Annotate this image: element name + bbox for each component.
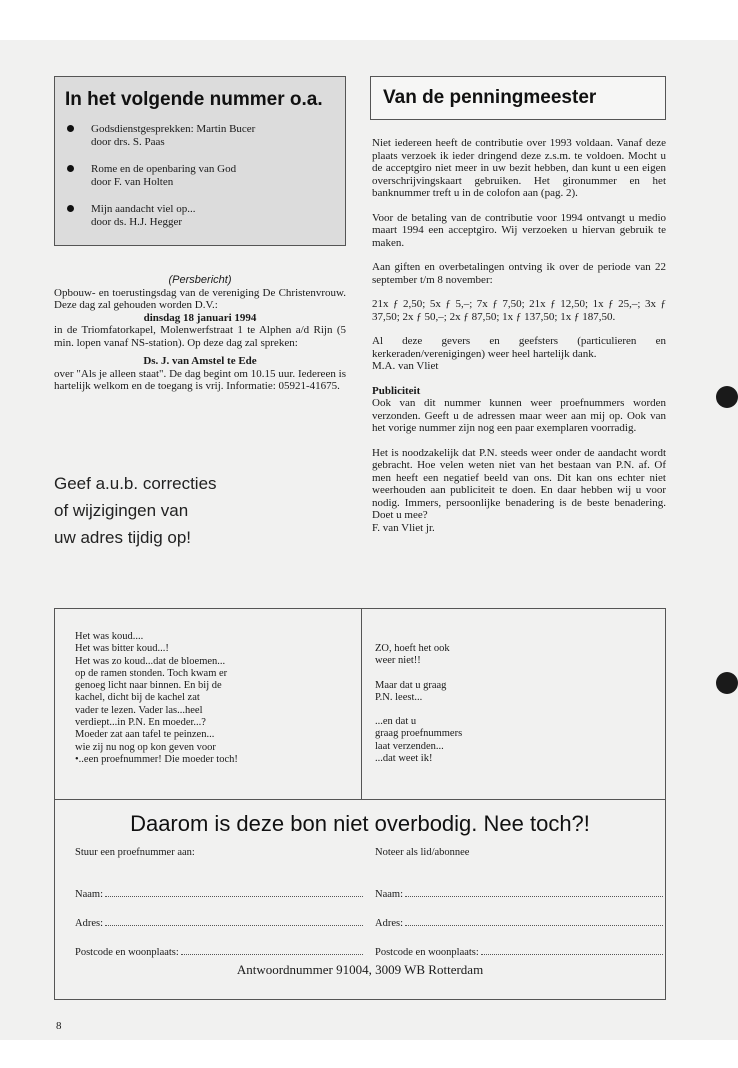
press-release-details: over "Als je alleen staat". De dag begint om 10.15 uur. Iedereen is hartelijk welkom en de toegang is vrij. Informatie: 05921-41675. [54, 367, 346, 392]
corrections-notice [54, 470, 314, 551]
poem-line: laat verzenden... [375, 740, 444, 752]
binder-hole-icon [716, 672, 738, 694]
poem-line: Het was zo koud...dat de bloemen... [75, 655, 226, 667]
item-author: door drs. S. Paas [91, 136, 165, 148]
postcode-field[interactable] [75, 929, 363, 958]
coupon-divider [361, 609, 362, 799]
sample-request-form [75, 847, 363, 958]
form-heading: Noteer als lid/abonnee [375, 847, 470, 858]
poem-right [375, 643, 645, 777]
membership-form [375, 847, 663, 958]
poem-line: Het was bitter koud...! [75, 643, 169, 655]
treasurer-paragraph: Niet iedereen heeft de contributie over 1993 voldaan. Vanaf deze plaats verzoek ik ieder dringend deze z.s.m. te voldoen. Mocht u de acceptgiro niet meer in uw bezit hebben, dan kunt u een eigen overschrijvingskaart gebruiken. Het gironummer en het banknummer treft u in de colofon aan (pag. 2). [372, 137, 666, 199]
item-title: Godsdienstgesprekken: Martin Bucer [91, 123, 256, 135]
postcode-input-line[interactable] [481, 953, 663, 955]
item-author: door F. van Holten [91, 176, 174, 188]
press-release-intro: Opbouw- en toerustingsdag van de vereniging De Christenvrouw. Deze dag zal gehouden worden D.V.: [54, 286, 346, 311]
poem-line: ...dat weet ik! [375, 753, 433, 765]
corrections-line: uw adres tijdig op! [54, 528, 192, 547]
page-number: 8 [56, 1020, 62, 1032]
poem-line: weer niet!! [375, 655, 421, 667]
list-item [65, 203, 335, 229]
corrections-line: Geef a.u.b. correcties [54, 474, 217, 493]
publicity-paragraph: Het is noodzakelijk dat P.N. steeds weer onder de aandacht wordt gebracht. Hoe velen weten niet van het bestaan van P.N. af. Of men heeft een negatief beeld van ons. Dit kan ons echter niet weerhouden aan publiciteit te doen. En daar hebben wij u voor nodig. Immers, persoonlijke benadering is de beste benadering. Doet u mee? [372, 446, 666, 521]
bullet-icon [67, 165, 74, 172]
poem-stanza [375, 716, 645, 765]
treasurer-column [372, 137, 666, 546]
poem-line: vader te lezen. Vader las...heel [75, 704, 203, 716]
corrections-line: of wijzigingen van [54, 501, 189, 520]
list-item [65, 123, 335, 149]
next-issue-title: In het volgende nummer o.a. [65, 89, 323, 110]
list-item [65, 163, 335, 189]
field-label: Postcode en woonplaats: [75, 947, 179, 958]
field-label: Naam: [75, 889, 103, 900]
treasurer-signature: M.A. van Vliet [372, 360, 439, 372]
postcode-field[interactable] [375, 929, 663, 958]
coupon-headline: Daarom is deze bon niet overbodig. Nee toch?! [130, 811, 590, 836]
address-input-line[interactable] [405, 924, 663, 926]
name-input-line[interactable] [105, 895, 363, 897]
address-field[interactable] [75, 900, 363, 929]
field-label: Postcode en woonplaats: [375, 947, 479, 958]
binder-hole-icon [716, 386, 738, 408]
poem-line: ZO, hoeft het ook [375, 643, 450, 654]
treasurer-title: Van de penningmeester [383, 87, 597, 108]
name-field[interactable] [75, 871, 363, 900]
item-title: Rome en de openbaring van God [91, 163, 237, 175]
publicity-signature: F. van Vliet jr. [372, 521, 435, 534]
bullet-icon [67, 205, 74, 212]
poem-line: graag proefnummers [375, 728, 463, 740]
poem-line: wie zij nu nog op kon geven voor [75, 741, 216, 753]
name-field[interactable] [375, 871, 663, 900]
poem-left [75, 631, 345, 766]
press-release [54, 274, 346, 393]
field-label: Adres: [75, 918, 103, 929]
press-release-location: in de Triomfatorkapel, Molenwerfstraat 1 te Alphen a/d Rijn (5 min. lopen vanaf NS-station). Op deze dag zal spreken: [54, 324, 346, 349]
poem-line: kachel, dicht bij de kachel zat [75, 692, 200, 704]
next-issue-list [65, 123, 335, 243]
bottom-margin [0, 1040, 738, 1068]
poem-line: Maar dat u graag [375, 679, 447, 691]
poem-line: verdiept...in P.N. En moeder...? [75, 717, 206, 729]
treasurer-paragraph: Al deze gevers en geefsters (particulieren en kerkeraden/verenigingen) weer heel hartelijk dank. [372, 335, 666, 360]
poem-line: genoeg licht naar binnen. En bij de [75, 680, 222, 692]
top-margin [0, 0, 738, 40]
poem-line: ...en dat u [375, 716, 417, 728]
name-input-line[interactable] [405, 895, 663, 897]
poem-line: Het was koud.... [75, 631, 144, 642]
item-author: door ds. H.J. Hegger [91, 216, 183, 228]
poem-stanza [375, 680, 645, 705]
bullet-icon [67, 125, 74, 132]
item-title: Mijn aandacht viel op... [91, 203, 196, 215]
treasurer-paragraph: Aan giften en overbetalingen ontving ik over de periode van 22 september t/m 8 november: [372, 261, 666, 286]
coupon-divider [55, 799, 665, 800]
form-heading: Stuur een proefnummer aan: [75, 847, 195, 858]
field-label: Naam: [375, 889, 403, 900]
subscription-coupon [54, 608, 666, 1000]
reply-address: Antwoordnummer 91004, 3009 WB Rotterdam [236, 962, 484, 977]
address-field[interactable] [375, 900, 663, 929]
donations-list: 21x ƒ 2,50; 5x ƒ 5,–; 7x ƒ 7,50; 21x ƒ 12,50; 1x ƒ 25,–; 3x ƒ 37,50; 2x ƒ 50,–; 2x ƒ 87,50; 1x ƒ 137,50; 1x ƒ 187,50. [372, 298, 666, 323]
poem-line: op de ramen stonden. Toch kwam er [75, 667, 228, 679]
address-input-line[interactable] [105, 924, 363, 926]
treasurer-box [370, 76, 666, 120]
next-issue-box [54, 76, 346, 246]
field-label: Adres: [375, 918, 403, 929]
publicity-paragraph: Ook van dit nummer kunnen weer proefnummers worden verzonden. Geeft u de adressen maar weer aan mij op. Ook van het vorige nummer zijn nog een paar exemplaren voorradig. [372, 397, 666, 434]
poem-line: •..een proefnummer! Die moeder toch! [75, 753, 238, 765]
publicity-heading: Publiciteit [372, 384, 421, 397]
treasurer-paragraph: Voor de betaling van de contributie voor 1994 ontvangt u medio maart 1994 een acceptgiro. Wij verzoeken u hiervan gebruik te maken. [372, 211, 666, 249]
poem-line: Moeder zat aan tafel te peinzen... [75, 729, 215, 741]
poem-stanza [375, 643, 645, 668]
postcode-input-line[interactable] [181, 953, 363, 955]
press-release-label: (Persbericht) [168, 274, 232, 286]
poem-line: P.N. leest... [375, 691, 423, 703]
press-release-speaker: Ds. J. van Amstel te Ede [143, 355, 257, 367]
press-release-date: dinsdag 18 januari 1994 [143, 311, 257, 324]
